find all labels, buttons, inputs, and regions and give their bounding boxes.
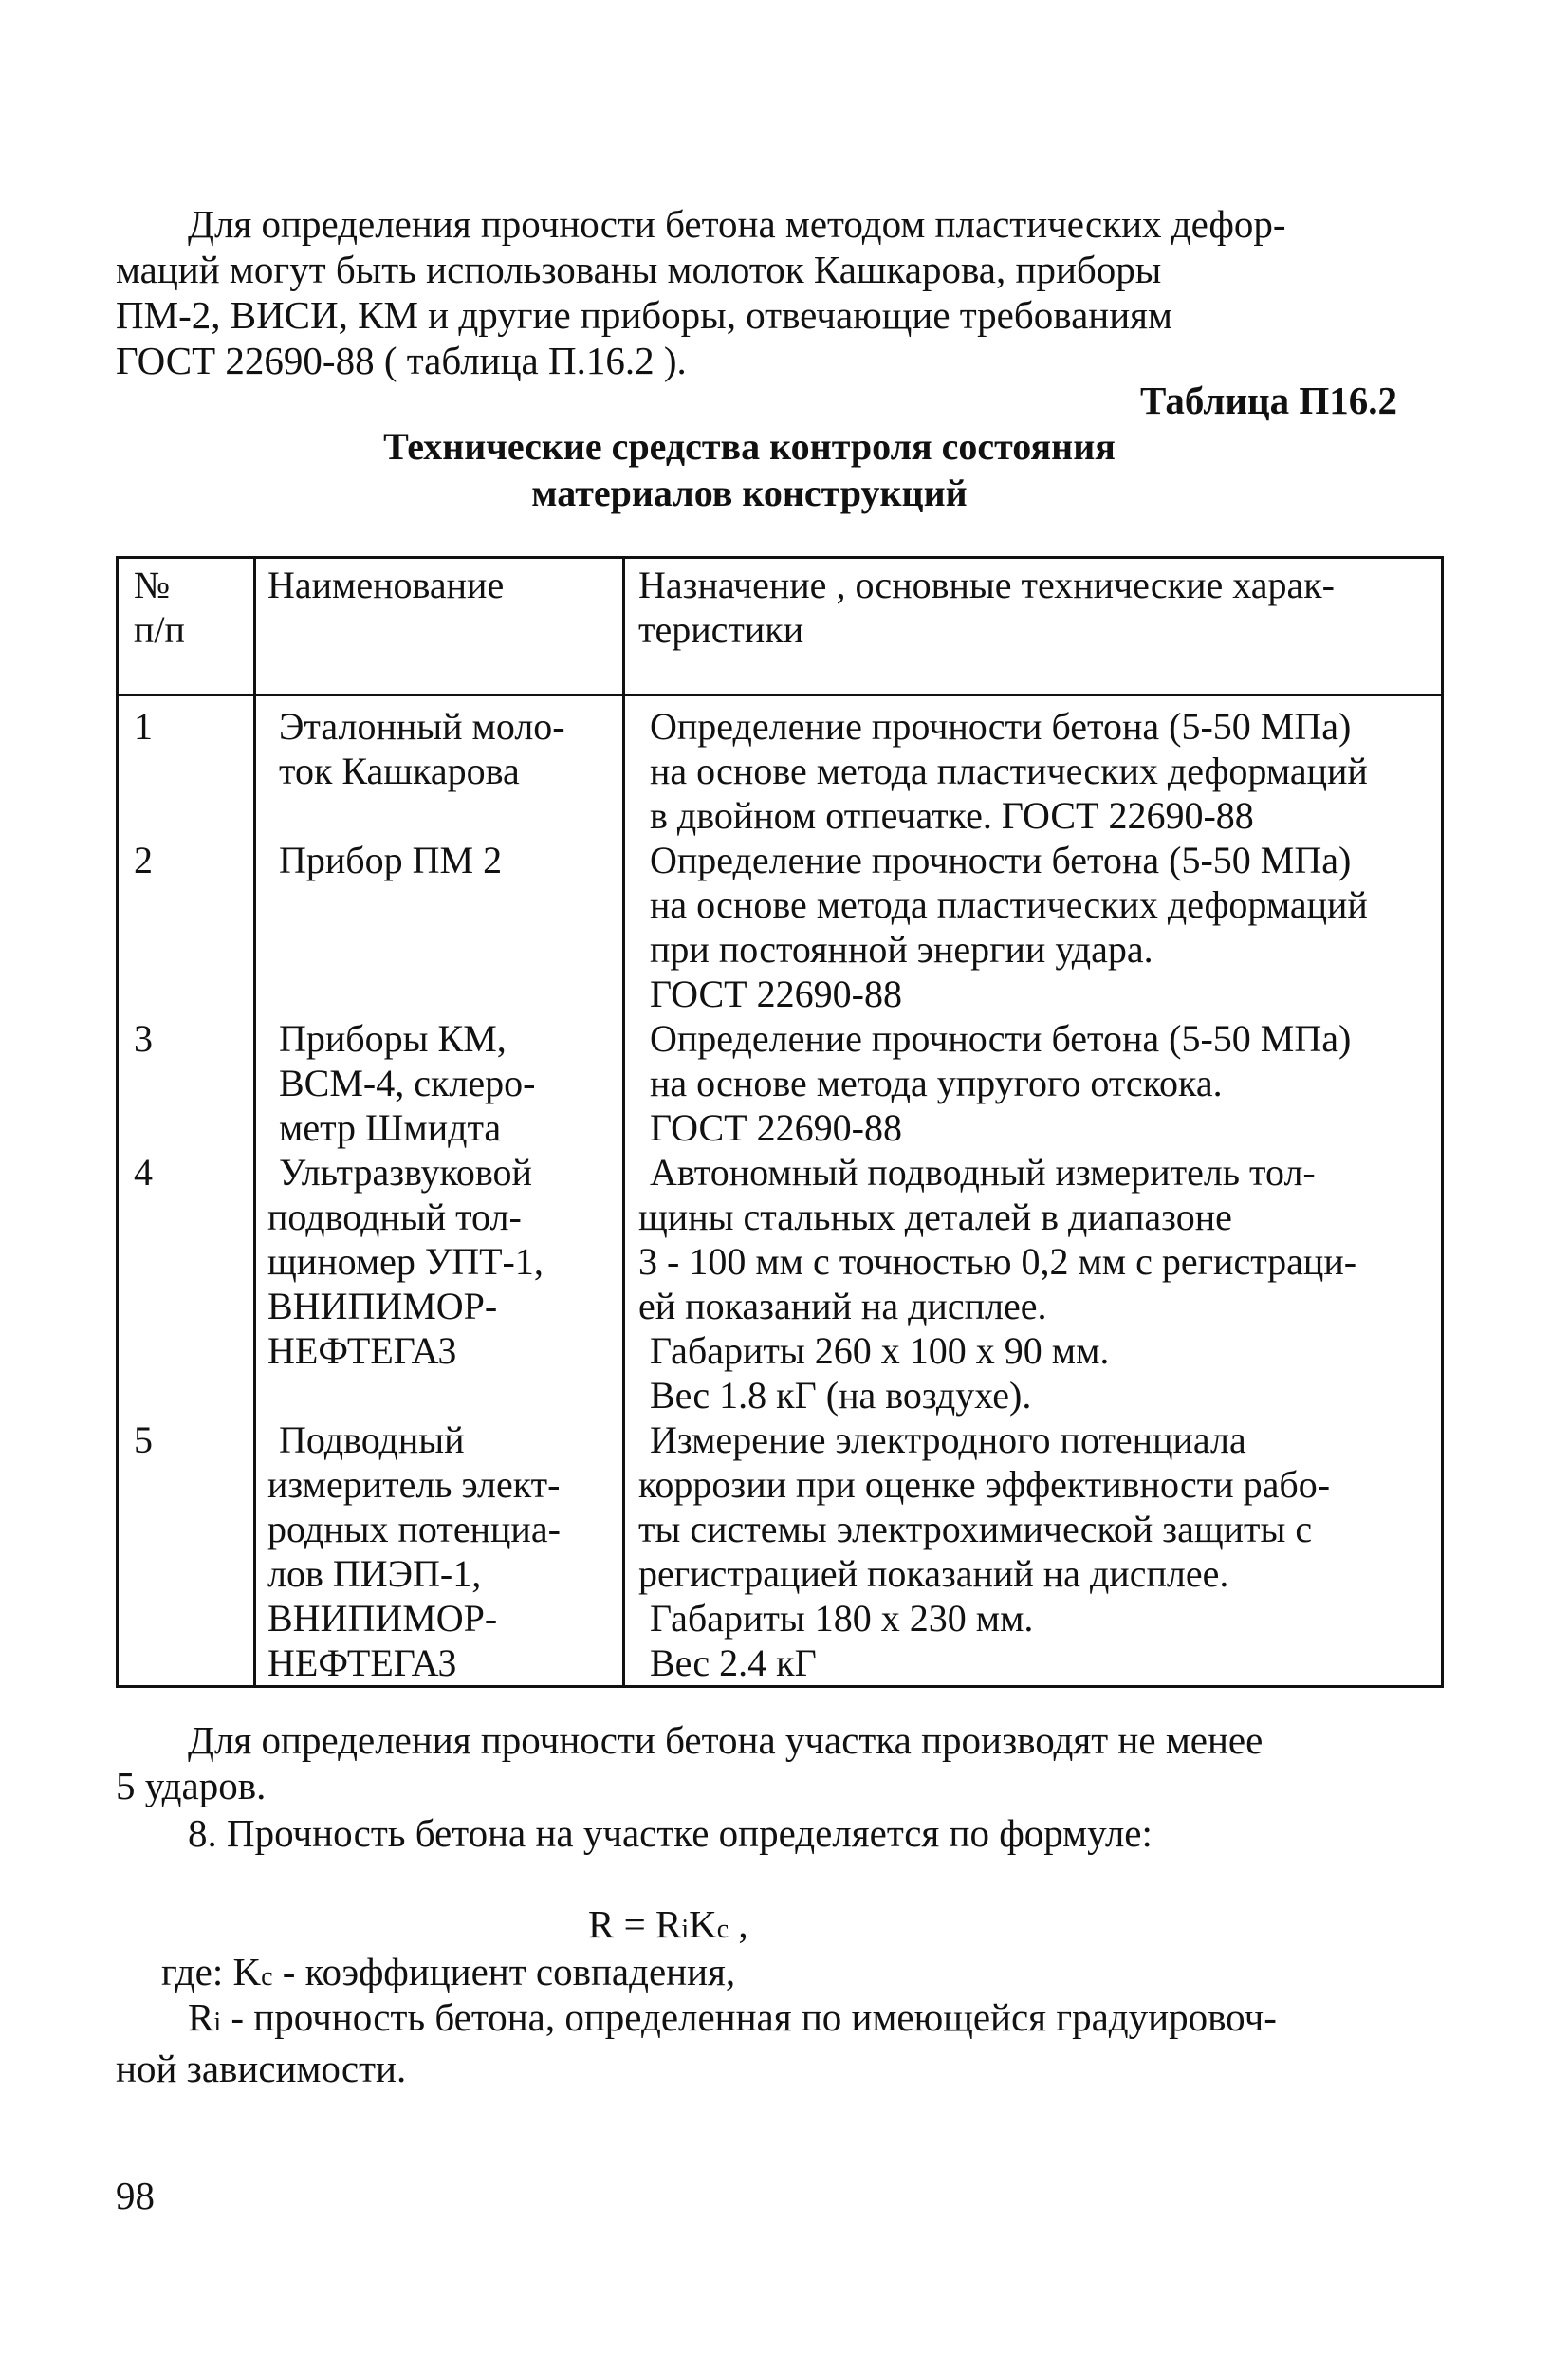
ri-definition xyxy=(116,1994,1430,2091)
purpose-line: 3 - 100 мм с точностью 0,2 мм с регистраци- xyxy=(638,1240,1357,1283)
name-line: Эталонный моло- xyxy=(279,705,565,748)
name-line: Ультразвуковой xyxy=(279,1151,532,1194)
header-num-line: № xyxy=(134,564,171,606)
purpose-line: Определение прочности бетона (5-50 МПа) xyxy=(650,1017,1352,1060)
header-num xyxy=(118,558,255,695)
name-line: ВСМ-4, склеро- xyxy=(279,1062,536,1104)
formula-tail: , xyxy=(729,1902,748,1946)
name-line: ток Кашкарова xyxy=(279,750,520,792)
formula-sub: c xyxy=(716,1915,729,1944)
where-text: - коэффициент совпадения, xyxy=(272,1950,736,1993)
row-num: 3 xyxy=(134,1017,153,1060)
header-purpose-line: Назначение , основные технические харак- xyxy=(638,564,1335,606)
row-name xyxy=(267,1016,622,1150)
name-line: Приборы КМ, xyxy=(279,1017,507,1060)
row-name xyxy=(267,704,622,838)
purpose-line: Габариты 180 х 230 мм. xyxy=(650,1597,1034,1640)
name-line: Подводный xyxy=(279,1418,465,1461)
purpose-line: в двойном отпечатке. ГОСТ 22690-88 xyxy=(650,794,1254,837)
row-num: 5 xyxy=(134,1418,153,1461)
name-line: измеритель элект- xyxy=(267,1463,561,1506)
name-line: НЕФТЕГАЗ xyxy=(267,1329,457,1372)
row-num: 4 xyxy=(134,1151,153,1194)
row-name xyxy=(267,1418,622,1685)
row-purpose xyxy=(638,838,1441,1016)
after-paragraph-1 xyxy=(116,1717,1440,1808)
name-line: ВНИПИМОР- xyxy=(267,1597,498,1640)
purpose-line: ГОСТ 22690-88 xyxy=(650,1106,902,1149)
purpose-column xyxy=(624,695,1443,1687)
name-line: подводный тол- xyxy=(267,1196,522,1238)
purpose-line: Габариты 260 х 100 х 90 мм. xyxy=(650,1329,1110,1372)
purpose-line: на основе метода упругого отскока. xyxy=(650,1062,1223,1104)
where-line xyxy=(161,1949,735,2000)
formula-sub: i xyxy=(681,1915,690,1944)
row-purpose xyxy=(638,1418,1441,1685)
row-num: 1 xyxy=(134,705,153,748)
intro-line: ГОСТ 22690-88 ( таблица П.16.2 ). xyxy=(116,339,687,382)
purpose-line: Вес 1.8 кГ (на воздухе). xyxy=(650,1374,1032,1417)
header-name-line: Наименование xyxy=(267,564,505,606)
table-header-row xyxy=(118,558,1443,695)
row-purpose xyxy=(638,704,1441,838)
page-number: 98 xyxy=(116,2174,155,2217)
purpose-line: коррозии при оценке эффективности рабо- xyxy=(638,1463,1331,1506)
table-title xyxy=(285,423,1214,516)
purpose-line: Вес 2.4 кГ xyxy=(650,1641,817,1684)
purpose-line: ГОСТ 22690-88 xyxy=(650,973,902,1015)
name-line: ВНИПИМОР- xyxy=(267,1285,498,1327)
formula-k: K xyxy=(689,1902,717,1946)
table-number: Таблица П16.2 xyxy=(1140,379,1397,422)
paragraph-line: Для определения прочности бетона участка производят не менее xyxy=(188,1718,1264,1762)
row-name xyxy=(267,838,622,1016)
name-line: родных потенциа- xyxy=(267,1508,561,1550)
intro-line: маций могут быть использованы молоток Кашкарова, приборы xyxy=(116,248,1162,291)
purpose-line: щины стальных деталей в диапазоне xyxy=(638,1196,1232,1238)
purpose-line: при постоянной энергии удара. xyxy=(650,928,1153,971)
paragraph-line: 5 ударов. xyxy=(116,1764,267,1807)
purpose-line: ей показаний на дисплее. xyxy=(638,1285,1047,1327)
intro-line: Для определения прочности бетона методом пластических дефор- xyxy=(188,202,1286,246)
ri-sub: i xyxy=(213,2008,222,2037)
purpose-line: Измерение электродного потенциала xyxy=(650,1418,1246,1461)
purpose-line: на основе метода пластических деформаций xyxy=(650,883,1368,926)
ri-text: - прочность бетона, определенная по имеющейся градуировоч- xyxy=(221,1995,1277,2039)
name-line: НЕФТЕГАЗ xyxy=(267,1641,457,1684)
intro-line: ПМ-2, ВИСИ, КМ и другие приборы, отвечающие требованиям xyxy=(116,293,1172,337)
purpose-line: Автономный подводный измеритель тол- xyxy=(650,1151,1316,1194)
formula-lhs: R = R xyxy=(588,1902,682,1946)
after-paragraph-2: 8. Прочность бетона на участке определяется по формуле: xyxy=(188,1811,1153,1855)
header-name xyxy=(255,558,624,695)
purpose-line: Определение прочности бетона (5-50 МПа) xyxy=(650,705,1352,748)
instruments-table xyxy=(116,556,1444,1688)
formula xyxy=(588,1901,748,1947)
num-column xyxy=(118,695,255,1687)
ri-text: ной зависимости. xyxy=(116,2047,407,2090)
table-title-line: материалов конструкций xyxy=(531,472,968,514)
table-body-row xyxy=(118,695,1443,1687)
purpose-line: регистрацией показаний на дисплее. xyxy=(638,1552,1229,1595)
purpose-line: на основе метода пластических деформаций xyxy=(650,750,1368,792)
row-purpose xyxy=(638,1150,1441,1418)
header-num-line: п/п xyxy=(134,608,185,651)
row-name xyxy=(267,1150,622,1418)
name-line: Прибор ПМ 2 xyxy=(279,839,503,881)
intro-paragraph xyxy=(116,201,1421,383)
ri-symbol: R xyxy=(188,1995,214,2039)
name-line: метр Шмидта xyxy=(279,1106,502,1149)
header-purpose-line: теристики xyxy=(638,608,804,651)
name-line: лов ПИЭП-1, xyxy=(267,1552,482,1595)
purpose-line: ты системы электрохимической защиты с xyxy=(638,1508,1313,1550)
row-purpose xyxy=(638,1016,1441,1150)
name-line: щиномер УПТ-1, xyxy=(267,1240,544,1283)
purpose-line: Определение прочности бетона (5-50 МПа) xyxy=(650,839,1352,881)
where-prefix: где: K xyxy=(161,1950,262,1993)
header-purpose xyxy=(624,558,1443,695)
where-sub: c xyxy=(261,1962,273,1992)
name-column xyxy=(255,695,624,1687)
row-num: 2 xyxy=(134,839,153,881)
table-title-line: Технические средства контроля состояния xyxy=(383,425,1116,468)
